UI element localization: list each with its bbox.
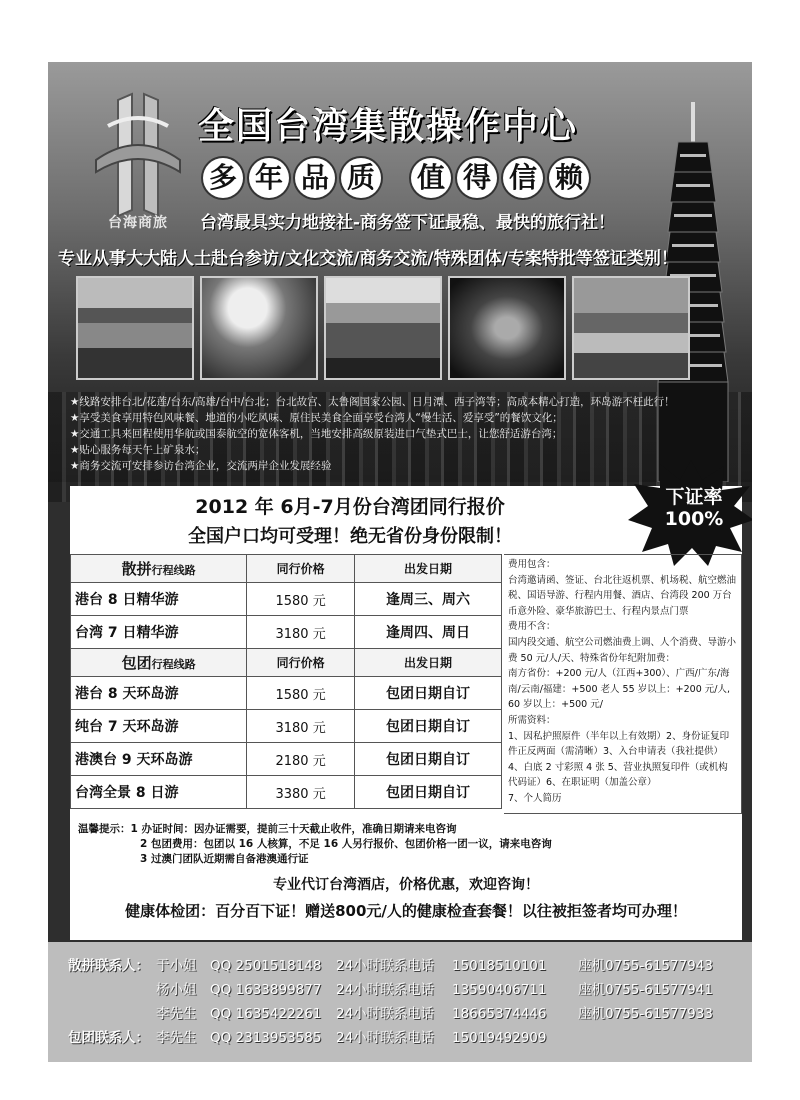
bullet-item: ★商务交流可安排参访台湾企业，交流两岸企业发展经验: [70, 460, 332, 472]
fees-heading: 所需资料：: [508, 714, 556, 726]
date-cell: 包团日期自订: [355, 776, 502, 809]
contact-landline: 座机0755-61577941: [578, 982, 713, 998]
page-title: 全国台湾集散操作中心: [198, 106, 579, 147]
health-notice: 健康体检团：百分百下证！赠送800元/人的健康检查套餐！以往被拒签者均可办理！: [125, 902, 687, 920]
table-row: [71, 616, 502, 649]
contact-phone: 18665374446: [452, 1006, 547, 1022]
badge-line: 100%: [664, 508, 724, 530]
date-cell: 包团日期自订: [355, 743, 502, 776]
route-cell: 台湾全景 8 日游: [71, 776, 247, 809]
route-cell: 港台 8 天环岛游: [71, 677, 247, 710]
contact-name: 李先生: [156, 1030, 197, 1046]
price-cell: 1580 元: [247, 583, 355, 616]
slogan-badges: [203, 158, 589, 198]
services-line: 专业从事大大陆人士赴台参访/文化交流/商务交流/特殊团体/专案特批等签证类别！: [58, 249, 678, 269]
photo-rock-coast: [324, 276, 442, 380]
fees-text: 1、因私护照原件（半年以上有效期）2、身份证复印件正反两面（需清晰）3、入台申请表（我社提供）4、白底 2 寸彩照 4 张 5、营业执照复印件（或机构代码证）6、在职证明（加盖公章）: [508, 730, 730, 789]
bullet-item: ★享受美食享用特色风味餐、地道的小吃风味、原住民美食全面享受台湾人“慢生活、爱享受”的餐饮文化；: [70, 412, 563, 424]
contact-landline: 座机0755-61577943: [578, 958, 713, 974]
date-cell: 包团日期自订: [355, 710, 502, 743]
col-price-header: 同行价格: [247, 649, 355, 677]
contact-name: 李先生: [156, 1006, 197, 1022]
table-row: [71, 776, 502, 809]
contact-phone: 15018510101: [452, 958, 547, 974]
price-cell: 2180 元: [247, 743, 355, 776]
col-date-header: 出发日期: [355, 649, 502, 677]
table-header-row: [71, 649, 502, 677]
quote-panel: [70, 486, 742, 940]
contact-name: 于小姐: [156, 958, 197, 974]
group-header: 散拼行程线路: [71, 555, 247, 583]
date-cell: 逢周三、周六: [355, 583, 502, 616]
contact-hotline-label: 24小时联系电话: [336, 1030, 435, 1046]
tagline: 台湾最具实力地接社-商务签下证最稳、最快的旅行社！: [200, 213, 616, 233]
col-date-header: 出发日期: [355, 555, 502, 583]
contact-qq: QQ 2501518148: [210, 958, 322, 974]
slogan-gap: [387, 158, 405, 198]
fees-heading: 费用不含：: [508, 621, 556, 633]
contact-label: 包团联系人：: [68, 1030, 149, 1046]
photo-strip: [76, 276, 690, 380]
hotel-notice: 专业代订台湾酒店，价格优惠，欢迎咨询！: [273, 877, 539, 893]
price-cell: 1580 元: [247, 677, 355, 710]
contact-row: [68, 978, 713, 998]
fees-details: [504, 554, 742, 814]
contact-hotline-label: 24小时联系电话: [336, 958, 435, 974]
date-cell: 逢周四、周日: [355, 616, 502, 649]
bullet-item: ★交通工具来回程使用华航或国泰航空的宽体客机，当地安排高级原装进口气垫式巴士，让您舒适游台湾；: [70, 428, 563, 440]
contact-row: [68, 954, 713, 974]
table-row: [71, 710, 502, 743]
flyer-poster: [48, 62, 752, 1062]
table-row: [71, 677, 502, 710]
contact-label: 散拼联系人：: [68, 958, 149, 974]
route-cell: 纯台 7 天环岛游: [71, 710, 247, 743]
photo-grand-hotel: [76, 276, 194, 380]
fees-text: 南方省份：+200 元/人（江西+300）、广西/广东/海南/云南/福建：+500 老人 55 岁以上：+200 元/人, 60 岁以上：+500 元/: [508, 668, 730, 711]
contact-qq: QQ 2313953585: [210, 1030, 322, 1046]
contact-phone: 13590406711: [452, 982, 547, 998]
slogan-char: 得: [457, 158, 497, 198]
tips-block: [78, 822, 738, 867]
approval-rate-badge: [646, 486, 742, 530]
col-price-header: 同行价格: [247, 555, 355, 583]
price-cell: 3380 元: [247, 776, 355, 809]
price-table: [70, 554, 502, 809]
fees-heading: 费用包含：: [508, 559, 556, 570]
fees-text: 国内段交通、航空公司燃油费上调、人个消费、导游小费 50 元/人/天、特殊省份年纪附加费：: [508, 636, 737, 664]
contact-row: [68, 1026, 578, 1046]
price-cell: 3180 元: [247, 616, 355, 649]
tip-line: 3 过澳门团队近期需自备港澳通行证: [140, 853, 309, 865]
slogan-char: 信: [503, 158, 543, 198]
contact-landline: 座机0755-61577933: [578, 1006, 713, 1022]
slogan-char: 品: [295, 158, 335, 198]
quote-subtitle: 全国户口均可受理！绝无省份身份限制！: [188, 526, 512, 547]
brand-text: 台海商旅: [108, 215, 168, 231]
table-header-row: [71, 555, 502, 583]
contact-qq: QQ 1633899877: [210, 982, 322, 998]
route-cell: 台湾 7 日精华游: [71, 616, 247, 649]
hx-logo-icon: [88, 90, 188, 230]
photo-lake: [200, 276, 318, 380]
contact-hotline-label: 24小时联系电话: [336, 982, 435, 998]
tip-line: 温馨提示：1 办证时间：因办证需要，提前三十天截止收件，准确日期请来电咨询: [78, 823, 457, 835]
slogan-char: 赖: [549, 158, 589, 198]
contact-row: [68, 1002, 713, 1022]
slogan-char: 多: [203, 158, 243, 198]
table-row: [71, 743, 502, 776]
price-cell: 3180 元: [247, 710, 355, 743]
fees-text: 7、个人简历: [508, 792, 562, 804]
route-cell: 港澳台 9 天环岛游: [71, 743, 247, 776]
quote-title: 2012 年 6月-7月份台湾团同行报价: [195, 496, 505, 518]
tip-line: 2 包团费用：包团以 16 人核算，不足 16 人另行报价、包团价格一团一议，请来电咨询: [140, 838, 552, 850]
slogan-char: 值: [411, 158, 451, 198]
date-cell: 包团日期自订: [355, 677, 502, 710]
contact-hotline-label: 24小时联系电话: [336, 1006, 435, 1022]
fees-text: 台湾邀请函、签证、台北往返机票、机场税、航空燃油税、国语导游、行程内用餐、酒店、台湾段 200 万台币意外险、豪华旅游巴士、行程内景点门票: [508, 574, 737, 617]
contact-phone: 15019492909: [452, 1030, 547, 1046]
badge-line: 下证率: [665, 486, 723, 508]
photo-memorial-hall: [572, 276, 690, 380]
route-cell: 港台 8 日精华游: [71, 583, 247, 616]
bullet-item: ★线路安排台北/花莲/台东/高雄/台中/台北；台北故宫、太鲁阁国家公园、日月潭、西子湾等；高成本精心打造，环岛游不枉此行！: [70, 396, 675, 408]
table-row: [71, 583, 502, 616]
bullet-item: ★贴心服务每天午上矿泉水；: [70, 444, 206, 456]
contact-name: 杨小姐: [156, 982, 197, 998]
slogan-char: 年: [249, 158, 289, 198]
contacts-section: [48, 942, 752, 1062]
slogan-char: 质: [341, 158, 381, 198]
group-header: 包团行程线路: [71, 649, 247, 677]
photo-gorge: [448, 276, 566, 380]
contact-qq: QQ 1635422261: [210, 1006, 322, 1022]
